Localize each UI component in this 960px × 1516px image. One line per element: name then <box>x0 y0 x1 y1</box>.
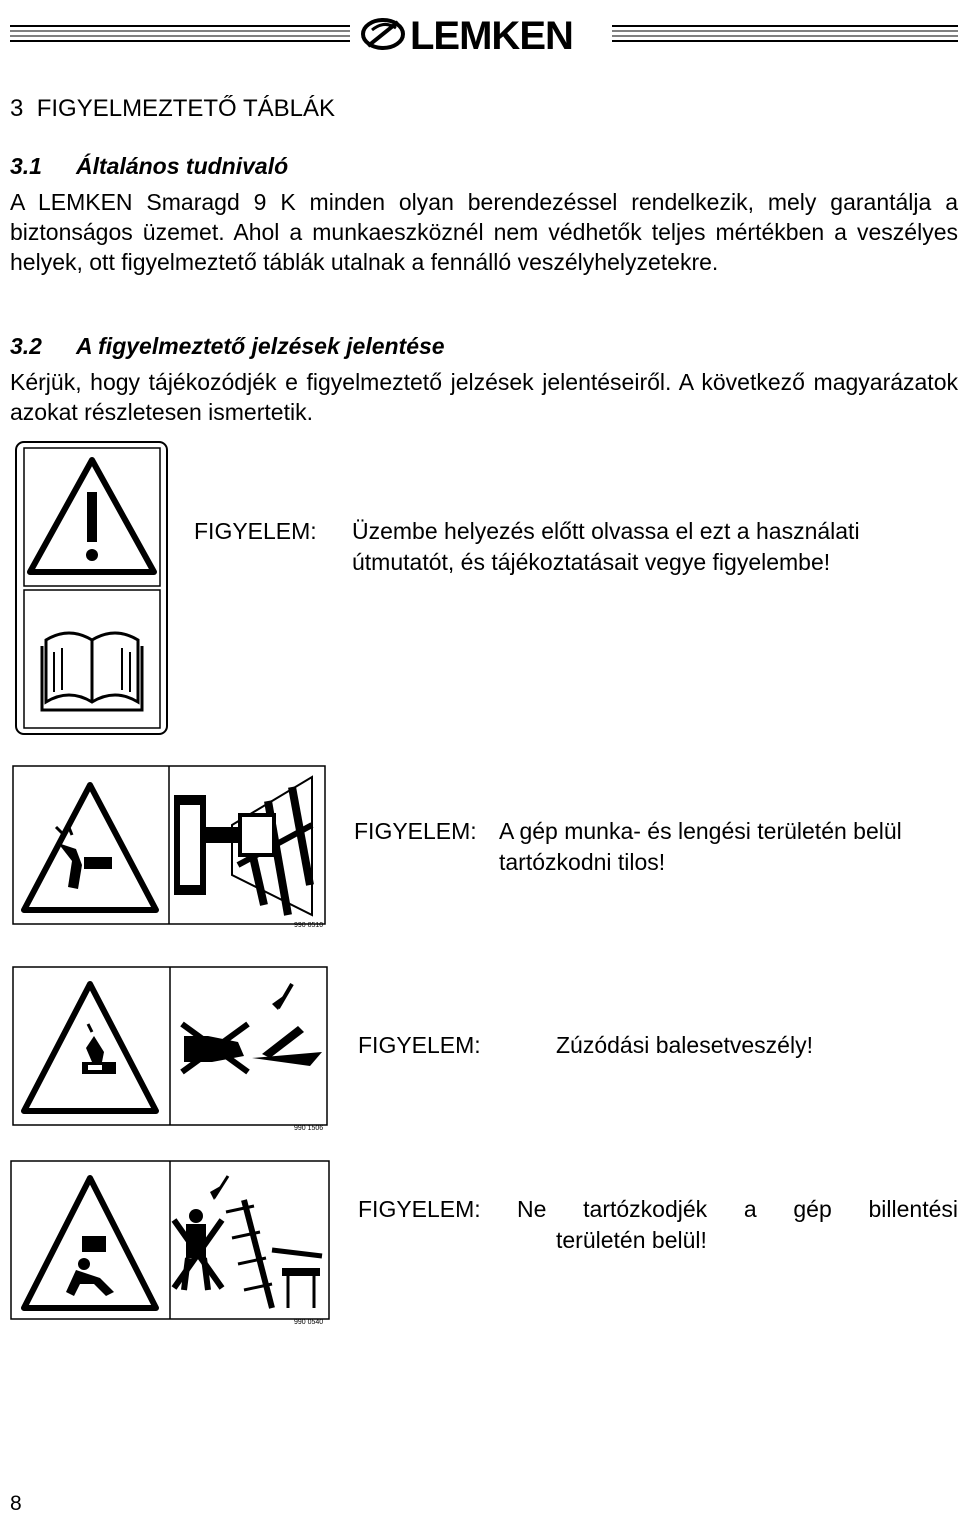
crush-hazard-triangle-icon <box>24 984 156 1111</box>
section-title-text: FIGYELMEZTETŐ TÁBLÁK <box>36 95 335 122</box>
subsection-number: 3.1 <box>10 153 42 179</box>
sign-code: 990 1506 <box>294 1125 324 1132</box>
warning-text <box>517 1194 958 1256</box>
exclamation-triangle-icon <box>30 460 154 572</box>
warning-line: Zúzódási balesetveszély! <box>556 1032 813 1058</box>
warning-line: tartózkodni tilos! <box>499 849 666 875</box>
general-paragraph: A LEMKEN Smaragd 9 K minden olyan berendezéssel rendelkezik, mely garantálja a biztonságos üzemet. Ahol a munkaeszköznél nem védhetők teljes mértékben a veszélyes helyek, ott figyelmeztető táblák utalnak a fennálló veszélyhelyzetekre. <box>10 189 958 275</box>
machine-swing-area-icon <box>174 777 312 915</box>
falling-load-triangle-icon <box>24 1178 156 1308</box>
warning-line: területén belül! <box>556 1227 707 1253</box>
lemken-logo-icon <box>363 20 403 48</box>
warning-sign-swing-area <box>12 765 326 930</box>
warning-text <box>499 816 958 878</box>
page-number: 8 <box>10 1492 22 1515</box>
page-header <box>0 0 960 70</box>
meaning-paragraph: Kérjük, hogy tájékozódjék e figyelmeztető jelzések jelentéseiről. A következő magyarázatok azokat részletesen ismertetik. <box>10 369 958 425</box>
subsection-heading-general <box>10 153 288 180</box>
subsection-title: Általános tudnivaló <box>76 153 289 179</box>
subsection-title: A figyelmeztető jelzések jelentése <box>76 333 445 359</box>
sign-code: 990 0540 <box>294 1319 324 1326</box>
sign-code: 990 0510 <box>294 922 324 929</box>
subsection-heading-meaning <box>10 333 445 360</box>
warning-line: Ne tartózkodjék a gép billentési <box>517 1196 958 1222</box>
section-title <box>10 95 335 123</box>
warning-sign-crushing <box>12 966 328 1132</box>
warning-line: útmutatót, és tájékoztatásait vegye figyelembe! <box>352 549 831 575</box>
warning-text <box>556 1030 958 1061</box>
brand-name: LEMKEN <box>410 14 573 58</box>
warning-sign-tilting-area <box>10 1160 330 1326</box>
section-number: 3 <box>10 95 24 122</box>
no-person-tilting-icon <box>174 1176 322 1308</box>
no-hand-crushing-icon <box>182 984 322 1072</box>
warning-label: FIGYELEM: <box>354 818 477 844</box>
open-book-icon <box>42 633 142 710</box>
warning-line: Üzembe helyezés előtt olvassa el ezt a használati <box>352 518 860 544</box>
warning-label: FIGYELEM: <box>358 1196 481 1222</box>
warning-sign-read-manual <box>14 440 169 736</box>
warning-label: FIGYELEM: <box>358 1032 481 1058</box>
crush-hazard-triangle-icon <box>24 785 156 910</box>
warning-line: A gép munka- és lengési területén belül <box>499 818 902 844</box>
subsection-number: 3.2 <box>10 333 42 359</box>
warning-text <box>352 516 958 578</box>
warning-label: FIGYELEM: <box>194 518 317 544</box>
